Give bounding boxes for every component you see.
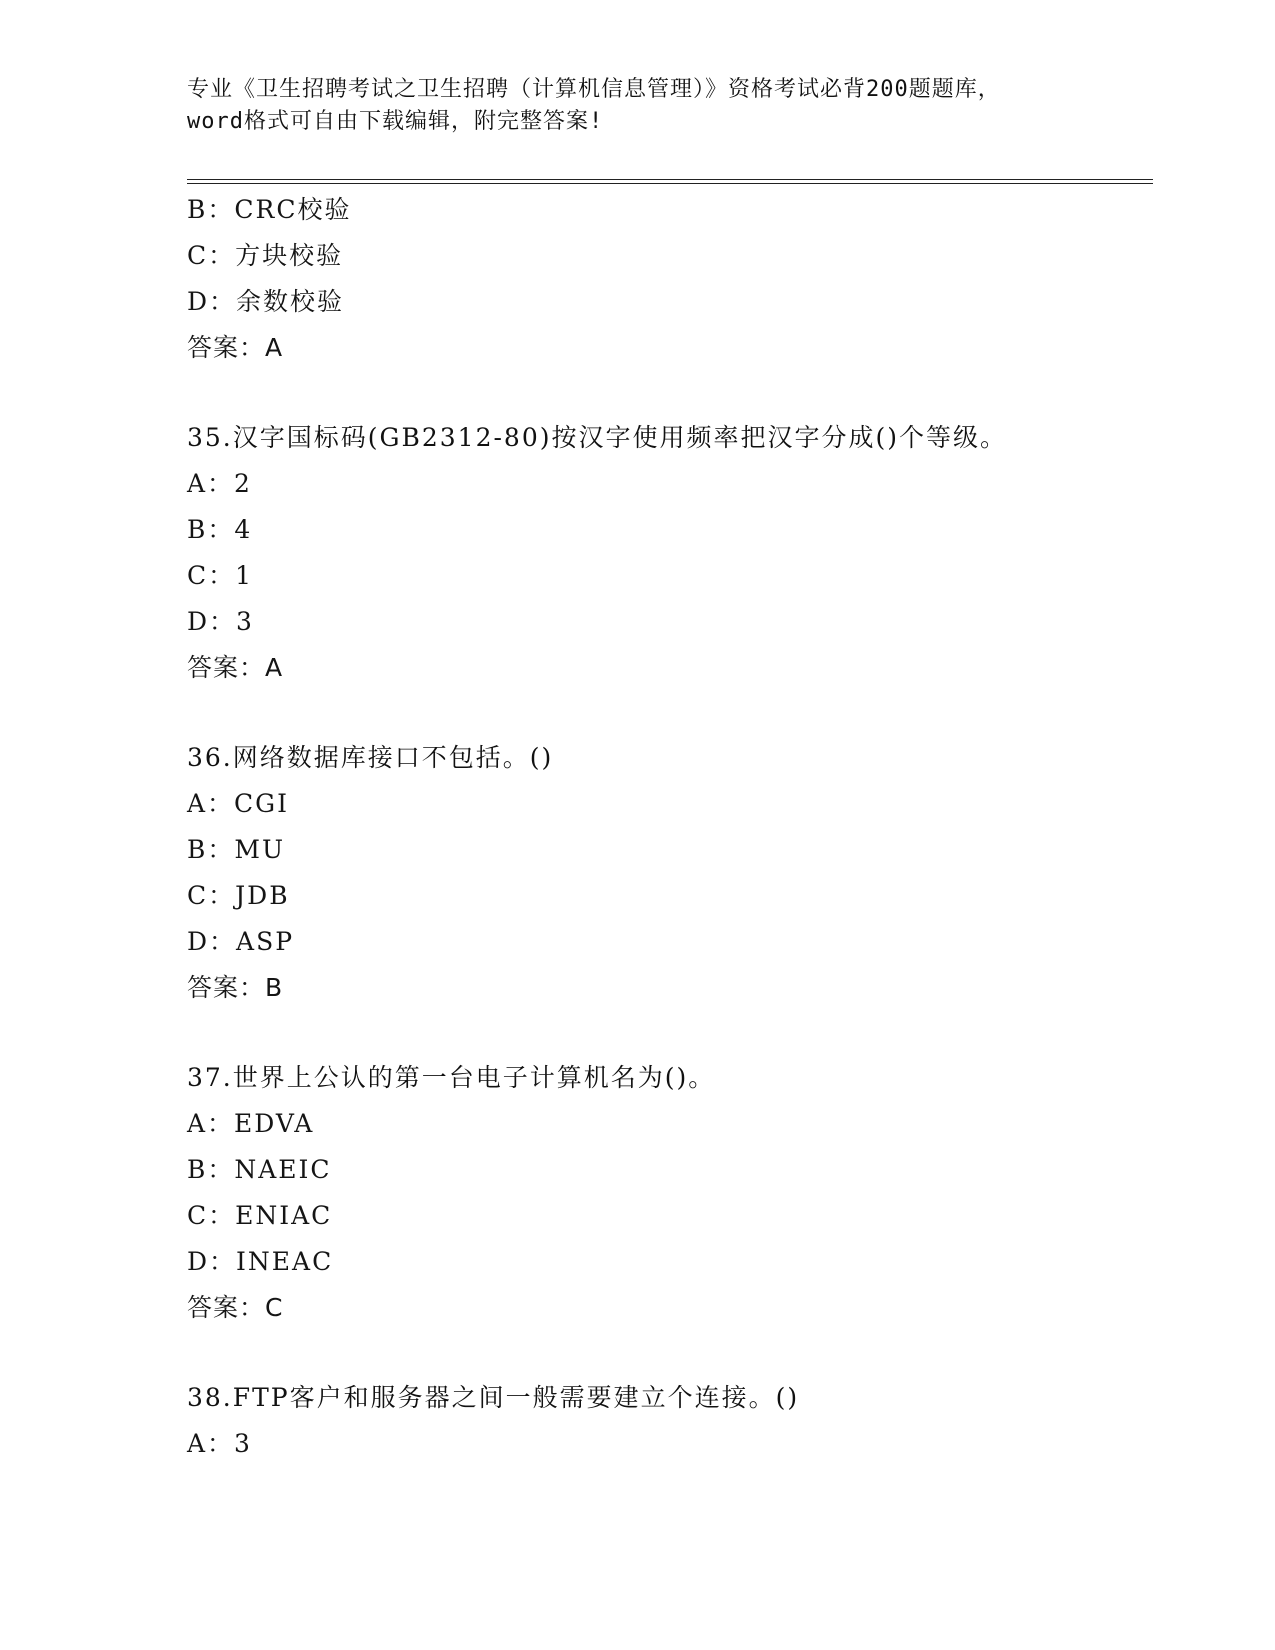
question-block-36 bbox=[187, 735, 1147, 1011]
option-b: B：CRC校验 bbox=[187, 195, 352, 224]
question-text: 36.网络数据库接口不包括。() bbox=[187, 743, 554, 772]
question-block-34 bbox=[187, 187, 1147, 371]
header-line-1: 专业《卫生招聘考试之卫生招聘（计算机信息管理）》资格考试必背200题题库， bbox=[187, 77, 1001, 102]
option-d: D：ASP bbox=[187, 927, 295, 956]
header-line-2: word格式可自由下载编辑，附完整答案! bbox=[187, 109, 604, 134]
question-gap bbox=[187, 691, 1147, 735]
option-b: B：NAEIC bbox=[187, 1155, 332, 1184]
option-b: B：4 bbox=[187, 515, 253, 544]
question-block-35 bbox=[187, 415, 1147, 691]
question-gap bbox=[187, 371, 1147, 415]
question-block-37 bbox=[187, 1055, 1147, 1331]
header-rule-bottom bbox=[187, 183, 1153, 184]
answer-line: 答案：C bbox=[187, 1293, 284, 1322]
question-gap bbox=[187, 1331, 1147, 1375]
answer-line: 答案：A bbox=[187, 653, 284, 682]
question-block-38 bbox=[187, 1375, 1147, 1467]
answer-line: 答案：A bbox=[187, 333, 284, 362]
option-c: C：1 bbox=[187, 561, 254, 590]
option-a: A：2 bbox=[187, 469, 252, 498]
question-list bbox=[187, 187, 1147, 1467]
header-rule-top bbox=[187, 179, 1153, 180]
option-c: C：方块校验 bbox=[187, 241, 344, 270]
document-header bbox=[187, 74, 1087, 138]
question-gap bbox=[187, 1011, 1147, 1055]
option-d: D：3 bbox=[187, 607, 254, 636]
option-c: C：ENIAC bbox=[187, 1201, 333, 1230]
option-d: D：余数校验 bbox=[187, 287, 345, 316]
option-a: A：EDVA bbox=[187, 1109, 315, 1138]
option-c: C：JDB bbox=[187, 881, 290, 910]
answer-line: 答案：B bbox=[187, 973, 284, 1002]
option-b: B：MU bbox=[187, 835, 286, 864]
question-text: 38.FTP客户和服务器之间一般需要建立个连接。() bbox=[187, 1383, 800, 1412]
option-a: A：CGI bbox=[187, 789, 290, 818]
question-text: 35.汉字国标码(GB2312-80)按汉字使用频率把汉字分成()个等级。 bbox=[187, 423, 1007, 452]
option-d: D：INEAC bbox=[187, 1247, 334, 1276]
question-text: 37.世界上公认的第一台电子计算机名为()。 bbox=[187, 1063, 716, 1092]
option-a: A：3 bbox=[187, 1429, 252, 1458]
